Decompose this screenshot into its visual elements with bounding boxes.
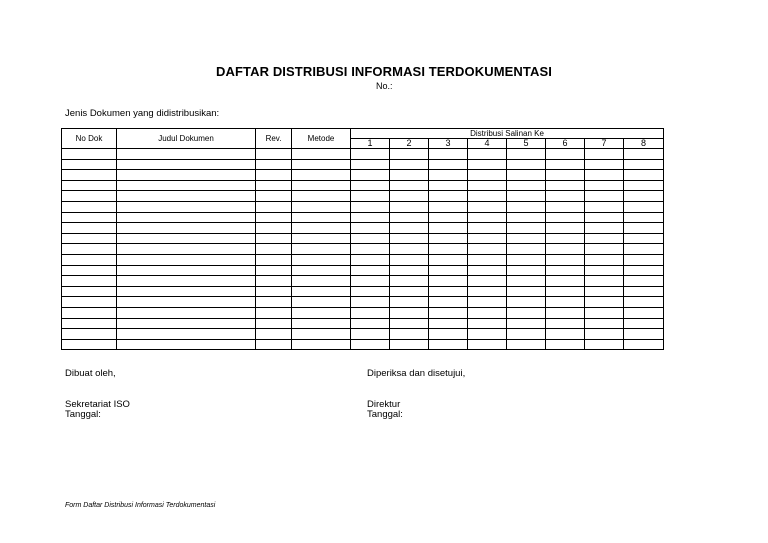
table-cell[interactable]: [546, 170, 585, 181]
table-cell[interactable]: [351, 254, 390, 265]
table-row: [62, 201, 664, 212]
table-cell[interactable]: [624, 254, 664, 265]
table-cell[interactable]: [507, 170, 546, 181]
table-cell[interactable]: [624, 318, 664, 329]
table-cell[interactable]: [468, 329, 507, 340]
table-cell[interactable]: [351, 233, 390, 244]
table-cell[interactable]: [62, 159, 117, 170]
table-cell[interactable]: [390, 254, 429, 265]
table-cell[interactable]: [624, 339, 664, 350]
table-cell[interactable]: [468, 191, 507, 202]
table-cell[interactable]: [468, 223, 507, 234]
table-cell[interactable]: [292, 180, 351, 191]
table-cell[interactable]: [390, 307, 429, 318]
table-cell[interactable]: [585, 201, 624, 212]
table-cell[interactable]: [62, 149, 117, 160]
table-cell[interactable]: [351, 223, 390, 234]
table-cell[interactable]: [62, 212, 117, 223]
table-cell[interactable]: [546, 329, 585, 340]
table-cell[interactable]: [468, 180, 507, 191]
header-copy-8: 8: [624, 139, 664, 149]
table-cell[interactable]: [292, 318, 351, 329]
table-row: [62, 244, 664, 255]
table-cell[interactable]: [351, 170, 390, 181]
table-cell[interactable]: [624, 191, 664, 202]
table-cell[interactable]: [585, 180, 624, 191]
table-cell[interactable]: [546, 339, 585, 350]
table-cell[interactable]: [256, 286, 292, 297]
table-cell[interactable]: [117, 191, 256, 202]
table-cell[interactable]: [429, 297, 468, 308]
table-cell[interactable]: [429, 233, 468, 244]
table-cell[interactable]: [624, 286, 664, 297]
table-cell[interactable]: [429, 265, 468, 276]
table-cell[interactable]: [351, 318, 390, 329]
approved-by-date-label: Tanggal:: [367, 409, 403, 420]
table-cell[interactable]: [117, 149, 256, 160]
table-cell[interactable]: [468, 233, 507, 244]
table-cell[interactable]: [585, 307, 624, 318]
table-row: [62, 286, 664, 297]
table-cell[interactable]: [62, 276, 117, 287]
table-cell[interactable]: [429, 329, 468, 340]
table-cell[interactable]: [546, 254, 585, 265]
table-cell[interactable]: [351, 307, 390, 318]
prepared-by-role: Sekretariat ISO: [65, 399, 130, 410]
table-cell[interactable]: [292, 191, 351, 202]
table-cell[interactable]: [468, 201, 507, 212]
table-cell[interactable]: [546, 149, 585, 160]
table-cell[interactable]: [292, 265, 351, 276]
table-cell[interactable]: [390, 170, 429, 181]
table-cell[interactable]: [117, 201, 256, 212]
table-row: [62, 159, 664, 170]
table-cell[interactable]: [256, 191, 292, 202]
header-copy-3: 3: [429, 139, 468, 149]
table-cell[interactable]: [351, 149, 390, 160]
table-cell[interactable]: [117, 318, 256, 329]
table-cell[interactable]: [429, 180, 468, 191]
table-cell[interactable]: [117, 276, 256, 287]
table-cell[interactable]: [429, 159, 468, 170]
table-cell[interactable]: [429, 201, 468, 212]
table-cell[interactable]: [256, 170, 292, 181]
table-cell[interactable]: [62, 233, 117, 244]
table-row: [62, 223, 664, 234]
document-number-label: No.:: [376, 81, 393, 91]
table-cell[interactable]: [117, 339, 256, 350]
table-cell[interactable]: [429, 244, 468, 255]
table-cell[interactable]: [390, 191, 429, 202]
table-cell[interactable]: [546, 307, 585, 318]
table-cell[interactable]: [429, 212, 468, 223]
table-cell[interactable]: [390, 223, 429, 234]
table-cell[interactable]: [624, 170, 664, 181]
table-cell[interactable]: [117, 297, 256, 308]
table-cell[interactable]: [507, 201, 546, 212]
table-cell[interactable]: [468, 170, 507, 181]
table-cell[interactable]: [429, 276, 468, 287]
table-cell[interactable]: [546, 191, 585, 202]
table-cell[interactable]: [390, 244, 429, 255]
table-cell[interactable]: [390, 339, 429, 350]
table-cell[interactable]: [351, 297, 390, 308]
table-cell[interactable]: [390, 233, 429, 244]
header-rev: Rev.: [256, 129, 292, 149]
table-cell[interactable]: [507, 307, 546, 318]
table-row: [62, 307, 664, 318]
table-cell[interactable]: [62, 170, 117, 181]
table-row: [62, 233, 664, 244]
table-cell[interactable]: [390, 276, 429, 287]
table-cell[interactable]: [585, 244, 624, 255]
table-cell[interactable]: [585, 286, 624, 297]
table-cell[interactable]: [468, 297, 507, 308]
table-cell[interactable]: [585, 191, 624, 202]
table-cell[interactable]: [507, 244, 546, 255]
document-type-label: Jenis Dokumen yang didistribusikan:: [65, 108, 220, 119]
table-cell[interactable]: [585, 170, 624, 181]
table-cell[interactable]: [292, 212, 351, 223]
table-cell[interactable]: [546, 180, 585, 191]
table-row: [62, 149, 664, 160]
table-cell[interactable]: [585, 265, 624, 276]
table-cell[interactable]: [117, 329, 256, 340]
table-cell[interactable]: [624, 223, 664, 234]
table-cell[interactable]: [62, 254, 117, 265]
table-cell[interactable]: [468, 149, 507, 160]
table-row: [62, 265, 664, 276]
table-cell[interactable]: [62, 318, 117, 329]
table-row: [62, 180, 664, 191]
table-cell[interactable]: [117, 244, 256, 255]
table-cell[interactable]: [292, 244, 351, 255]
table-row: [62, 170, 664, 181]
table-cell[interactable]: [546, 244, 585, 255]
table-cell[interactable]: [256, 329, 292, 340]
table-cell[interactable]: [256, 254, 292, 265]
table-cell[interactable]: [117, 180, 256, 191]
table-cell[interactable]: [507, 286, 546, 297]
table-cell[interactable]: [585, 318, 624, 329]
table-cell[interactable]: [351, 339, 390, 350]
table-cell[interactable]: [429, 170, 468, 181]
table-cell[interactable]: [351, 276, 390, 287]
table-cell[interactable]: [468, 318, 507, 329]
table-cell[interactable]: [62, 180, 117, 191]
table-cell[interactable]: [62, 329, 117, 340]
table-cell[interactable]: [546, 233, 585, 244]
table-cell[interactable]: [292, 201, 351, 212]
table-cell[interactable]: [62, 339, 117, 350]
header-judul-dokumen: Judul Dokumen: [117, 129, 256, 149]
table-cell[interactable]: [624, 149, 664, 160]
table-cell[interactable]: [256, 201, 292, 212]
table-cell[interactable]: [256, 149, 292, 160]
table-cell[interactable]: [390, 297, 429, 308]
table-cell[interactable]: [624, 180, 664, 191]
table-cell[interactable]: [624, 201, 664, 212]
table-cell[interactable]: [507, 265, 546, 276]
table-cell[interactable]: [390, 286, 429, 297]
approved-by-label: Diperiksa dan disetujui,: [367, 368, 466, 379]
table-cell[interactable]: [429, 307, 468, 318]
table-cell[interactable]: [292, 170, 351, 181]
form-footer: Form Daftar Distribusi Informasi Terdokumentasi: [65, 502, 216, 509]
prepared-by-date-label: Tanggal:: [65, 409, 101, 420]
table-cell[interactable]: [117, 170, 256, 181]
table-cell[interactable]: [292, 276, 351, 287]
page-title: DAFTAR DISTRIBUSI INFORMASI TERDOKUMENTASI: [216, 64, 552, 79]
table-cell[interactable]: [468, 212, 507, 223]
table-row: [62, 297, 664, 308]
table-cell[interactable]: [256, 307, 292, 318]
table-cell[interactable]: [117, 307, 256, 318]
table-cell[interactable]: [624, 307, 664, 318]
table-cell[interactable]: [390, 318, 429, 329]
table-cell[interactable]: [507, 297, 546, 308]
table-cell[interactable]: [351, 286, 390, 297]
table-cell[interactable]: [507, 191, 546, 202]
table-cell[interactable]: [429, 254, 468, 265]
table-cell[interactable]: [468, 254, 507, 265]
table-cell[interactable]: [624, 265, 664, 276]
table-cell[interactable]: [62, 265, 117, 276]
table-cell[interactable]: [507, 329, 546, 340]
distribution-table-body: [62, 149, 664, 350]
table-row: [62, 329, 664, 340]
table-cell[interactable]: [624, 212, 664, 223]
header-copy-4: 4: [468, 139, 507, 149]
table-cell[interactable]: [429, 223, 468, 234]
table-cell[interactable]: [468, 244, 507, 255]
table-cell[interactable]: [351, 159, 390, 170]
table-cell[interactable]: [429, 318, 468, 329]
table-cell[interactable]: [117, 254, 256, 265]
table-cell[interactable]: [507, 180, 546, 191]
table-cell[interactable]: [585, 149, 624, 160]
table-cell[interactable]: [546, 286, 585, 297]
table-cell[interactable]: [624, 276, 664, 287]
table-cell[interactable]: [292, 339, 351, 350]
table-cell[interactable]: [585, 329, 624, 340]
table-cell[interactable]: [546, 201, 585, 212]
table-cell[interactable]: [468, 276, 507, 287]
table-cell[interactable]: [429, 286, 468, 297]
table-cell[interactable]: [546, 297, 585, 308]
table-cell[interactable]: [256, 212, 292, 223]
table-cell[interactable]: [390, 329, 429, 340]
table-cell[interactable]: [429, 191, 468, 202]
table-cell[interactable]: [429, 339, 468, 350]
header-copy-2: 2: [390, 139, 429, 149]
header-metode: Metode: [292, 129, 351, 149]
table-cell[interactable]: [351, 191, 390, 202]
table-cell[interactable]: [507, 254, 546, 265]
table-cell[interactable]: [585, 254, 624, 265]
table-cell[interactable]: [292, 233, 351, 244]
table-cell[interactable]: [468, 159, 507, 170]
table-cell[interactable]: [390, 180, 429, 191]
table-cell[interactable]: [117, 265, 256, 276]
table-row: [62, 318, 664, 329]
table-cell[interactable]: [117, 286, 256, 297]
table-cell[interactable]: [256, 180, 292, 191]
table-cell[interactable]: [507, 223, 546, 234]
prepared-by-label: Dibuat oleh,: [65, 368, 116, 379]
approved-by-role: Direktur: [367, 399, 401, 410]
table-cell[interactable]: [468, 265, 507, 276]
table-cell[interactable]: [292, 297, 351, 308]
table-cell[interactable]: [624, 233, 664, 244]
table-cell[interactable]: [585, 159, 624, 170]
table-cell[interactable]: [390, 212, 429, 223]
table-cell[interactable]: [468, 307, 507, 318]
table-cell[interactable]: [507, 318, 546, 329]
table-cell[interactable]: [585, 233, 624, 244]
header-copy-5: 5: [507, 139, 546, 149]
table-cell[interactable]: [256, 223, 292, 234]
table-cell[interactable]: [351, 180, 390, 191]
table-cell[interactable]: [624, 297, 664, 308]
table-cell[interactable]: [62, 201, 117, 212]
header-copy-7: 7: [585, 139, 624, 149]
table-cell[interactable]: [507, 149, 546, 160]
table-cell[interactable]: [585, 297, 624, 308]
table-cell[interactable]: [292, 286, 351, 297]
table-cell[interactable]: [507, 159, 546, 170]
table-cell[interactable]: [429, 149, 468, 160]
table-cell[interactable]: [624, 329, 664, 340]
table-row: [62, 191, 664, 202]
table-cell[interactable]: [256, 159, 292, 170]
table-cell[interactable]: [292, 223, 351, 234]
table-cell[interactable]: [117, 159, 256, 170]
header-copy-1: 1: [351, 139, 390, 149]
table-cell[interactable]: [351, 265, 390, 276]
table-cell[interactable]: [62, 244, 117, 255]
table-cell[interactable]: [624, 244, 664, 255]
table-row: [62, 276, 664, 287]
table-cell[interactable]: [351, 244, 390, 255]
table-cell[interactable]: [256, 265, 292, 276]
table-cell[interactable]: [351, 329, 390, 340]
table-cell[interactable]: [62, 286, 117, 297]
table-cell[interactable]: [256, 339, 292, 350]
table-cell[interactable]: [585, 276, 624, 287]
table-cell[interactable]: [507, 339, 546, 350]
table-cell[interactable]: [292, 307, 351, 318]
table-cell[interactable]: [390, 265, 429, 276]
table-cell[interactable]: [292, 149, 351, 160]
table-cell[interactable]: [62, 297, 117, 308]
table-row: [62, 254, 664, 265]
table-cell[interactable]: [62, 307, 117, 318]
table-cell[interactable]: [351, 201, 390, 212]
table-cell[interactable]: [507, 276, 546, 287]
table-cell[interactable]: [507, 212, 546, 223]
table-cell[interactable]: [546, 276, 585, 287]
table-cell[interactable]: [468, 339, 507, 350]
table-cell[interactable]: [256, 233, 292, 244]
table-cell[interactable]: [585, 339, 624, 350]
table-cell[interactable]: [468, 286, 507, 297]
table-cell[interactable]: [390, 159, 429, 170]
table-cell[interactable]: [292, 329, 351, 340]
table-cell[interactable]: [546, 318, 585, 329]
table-cell[interactable]: [546, 223, 585, 234]
table-cell[interactable]: [62, 191, 117, 202]
table-row: [62, 212, 664, 223]
table-cell[interactable]: [117, 212, 256, 223]
header-copy-6: 6: [546, 139, 585, 149]
table-cell[interactable]: [292, 254, 351, 265]
table-cell[interactable]: [390, 149, 429, 160]
table-cell[interactable]: [546, 265, 585, 276]
table-cell[interactable]: [585, 223, 624, 234]
table-cell[interactable]: [585, 212, 624, 223]
table-cell[interactable]: [117, 223, 256, 234]
table-cell[interactable]: [256, 276, 292, 287]
table-row: [62, 339, 664, 350]
table-cell[interactable]: [546, 159, 585, 170]
table-cell[interactable]: [624, 159, 664, 170]
table-cell[interactable]: [256, 318, 292, 329]
table-cell[interactable]: [507, 233, 546, 244]
distribution-table: [61, 128, 664, 350]
table-cell[interactable]: [351, 212, 390, 223]
table-cell[interactable]: [62, 223, 117, 234]
table-cell[interactable]: [390, 201, 429, 212]
table-cell[interactable]: [546, 212, 585, 223]
table-cell[interactable]: [117, 233, 256, 244]
table-cell[interactable]: [292, 159, 351, 170]
header-no-dok: No Dok: [62, 129, 117, 149]
table-cell[interactable]: [256, 244, 292, 255]
header-distribusi-salinan: Distribusi Salinan Ke: [351, 129, 664, 139]
table-cell[interactable]: [256, 297, 292, 308]
